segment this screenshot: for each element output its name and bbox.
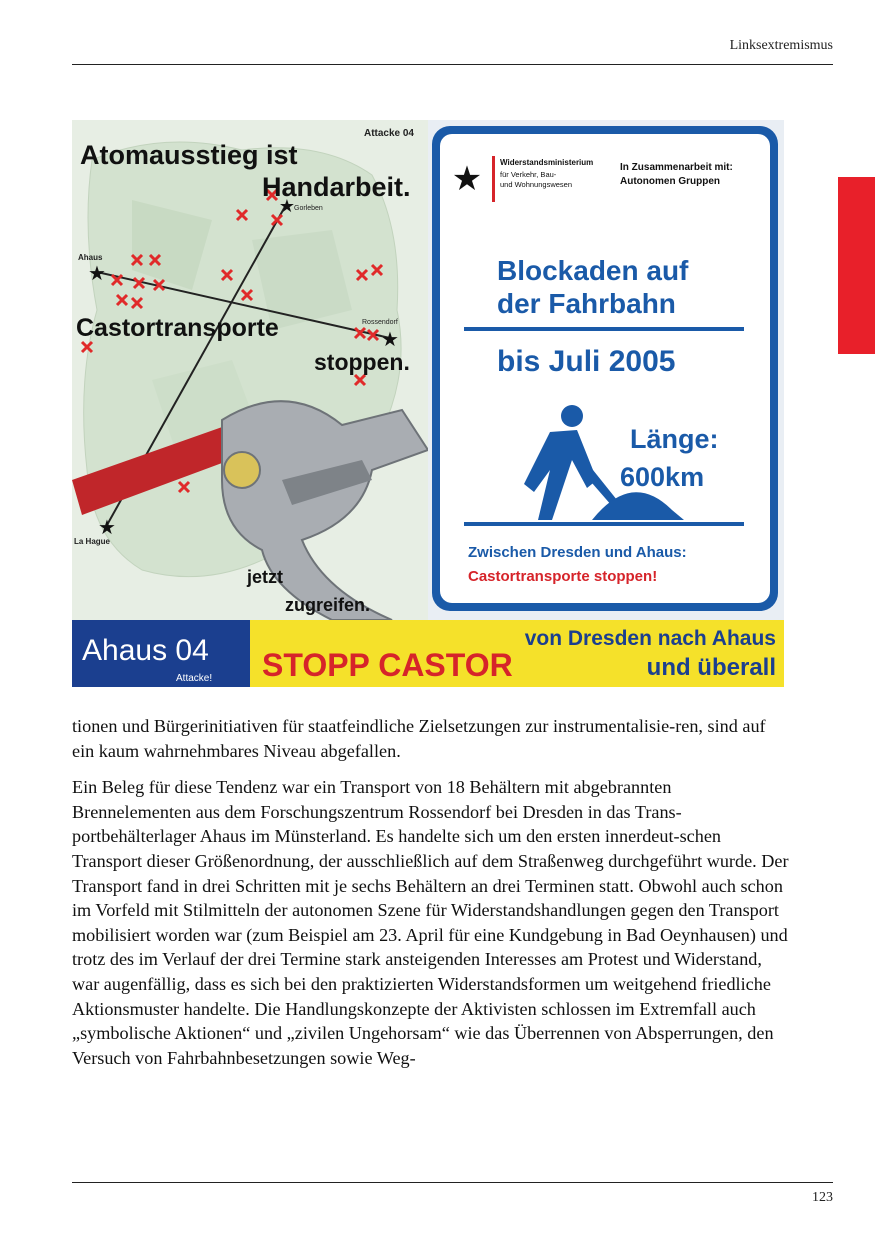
footer-rule [72, 1182, 833, 1183]
page-number: 123 [812, 1190, 833, 1205]
ministry-line3: und Wohnungswesen [500, 180, 572, 189]
slogan-4: zugreifen. [285, 595, 371, 615]
map-panel [72, 120, 428, 620]
headline-1: Atomausstieg ist [80, 140, 298, 170]
gorleben-star-icon: ★ [278, 196, 296, 217]
length-label: Länge: [630, 424, 719, 454]
header-rule [72, 64, 833, 65]
sign-footer-line2: Castortransporte stoppen! [468, 568, 658, 585]
corner-label: Attacke 04 [363, 128, 414, 139]
bottom-banner [72, 620, 784, 687]
sign-title-line1: Blockaden auf [497, 255, 689, 286]
road-sign-panel [428, 120, 784, 620]
place-la-hague: La Hague [74, 537, 111, 546]
place-rossendorf: Rossendorf [362, 319, 398, 326]
cooperation-line1: In Zusammenarbeit mit: [620, 162, 733, 173]
stop-castor-text: STOPP CASTOR [262, 647, 513, 683]
route-line1: von Dresden nach Ahaus [524, 627, 776, 650]
logo-text: Ahaus 04 [82, 634, 209, 667]
star-logo-icon: ★ [451, 159, 483, 199]
length-value: 600km [620, 462, 705, 492]
headline-2: Handarbeit. [262, 172, 411, 202]
sign-date: bis Juli 2005 [497, 345, 676, 378]
rossendorf-star-icon: ★ [381, 327, 399, 351]
protest-poster [72, 120, 784, 687]
ministry-line1: Widerstandsministerium [500, 158, 594, 167]
place-gorleben: Gorleben [294, 205, 323, 212]
paragraph-2: Ein Beleg für diese Tendenz war ein Transport von 18 Behältern mit abgebrannten Brennelementen aus dem Forschungszentrum Rossendorf bei Dresden in das Trans-portbehälterlager Ahaus im Münsterland. Es handelte sich um den ersten innerdeut-schen Transport dieser Größenordnung, der ausschließlich auf dem Straßenweg durchgeführt wurde. Der Transport fand in drei Schritten mit je sechs Behältern an drei Terminen statt. Obwohl auch schon im Vorfeld mit Stilmitteln der autonomen Szene für Widerstandshandlungen gegen den Transport mobilisiert worden war (zum Beispiel am 23. April für eine Kundgebung in Bad Oeynhausen) und trotz des im Verlauf der drei Termine stark ansteigenden Interesses am Protest und Widerstand, war augenfällig, dass es sich bei den praktizierten Widerstandsformen um weitgehend friedliche Aktionsmuster handelte. Die Handlungskonzepte der Aktivisten schlossen im Extremfall auch „symbolische Aktionen“ und „zivilen Ungehorsam“ wie das Überrennen von Absperrungen, den Versuch von Fahrbahnbesetzungen sowie Weg- [72, 777, 789, 1068]
sign-title-line2: der Fahrbahn [497, 288, 676, 319]
ministry-line2: für Verkehr, Bau- [500, 170, 557, 179]
place-ahaus: Ahaus [78, 253, 103, 262]
ahaus-star-icon: ★ [88, 261, 106, 285]
slogan-1: Castortransporte [76, 314, 279, 342]
lahague-star-icon: ★ [98, 515, 116, 539]
route-line2: und überall [646, 654, 776, 681]
running-head: Linksextremismus [729, 38, 833, 53]
sign-footer-line1: Zwischen Dresden und Ahaus: [468, 544, 687, 561]
logo-sub: Attacke! [176, 673, 213, 684]
paragraph-1: tionen und Bürgerinitiativen für staatfeindliche Zielsetzungen zur instrumentalisie-ren, sind auf ein kaum wahrnehmbares Niveau abgefallen. [72, 716, 766, 761]
section-tab [838, 177, 875, 354]
cooperation-line2: Autonomen Gruppen [620, 176, 720, 187]
slogan-2: stoppen. [314, 349, 410, 375]
body-text [72, 714, 792, 1082]
slogan-3: jetzt [247, 567, 283, 587]
